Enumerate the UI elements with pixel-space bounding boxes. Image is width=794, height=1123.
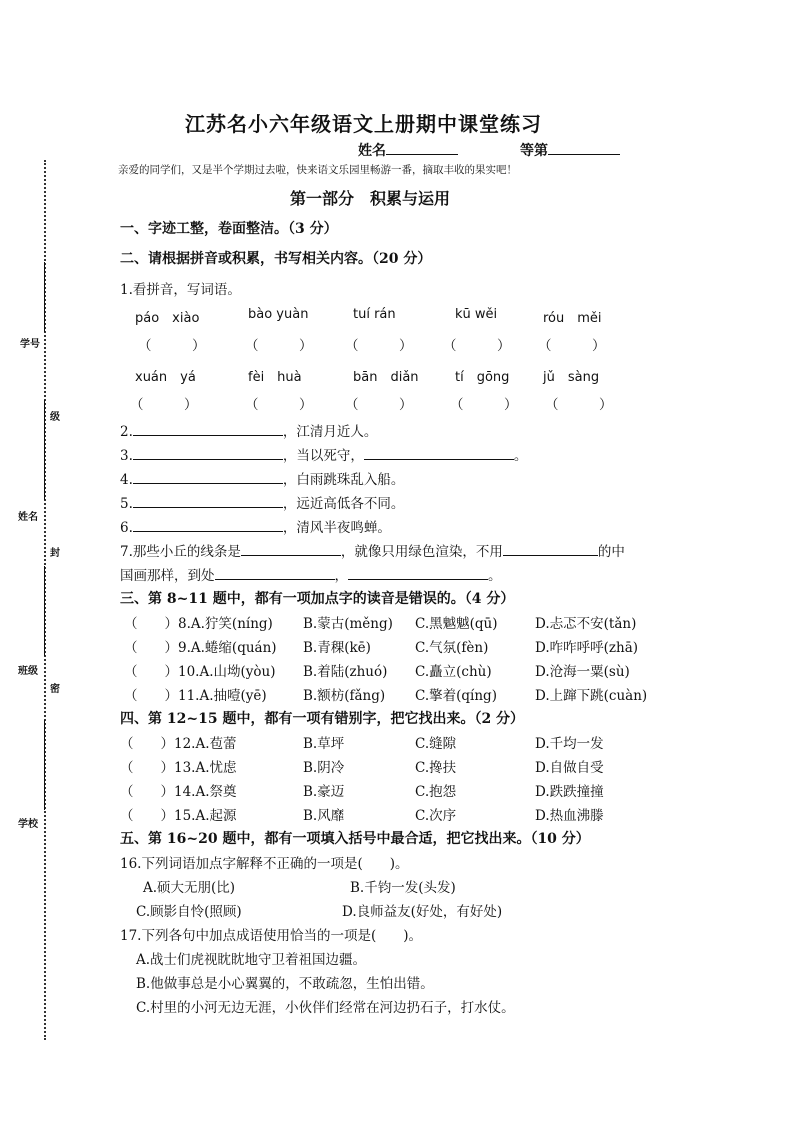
answer-box[interactable]: （ ） bbox=[345, 397, 413, 413]
q7-blank-4[interactable] bbox=[348, 567, 488, 580]
q12-option-d: D.千均一发 bbox=[535, 736, 604, 752]
name-blank[interactable] bbox=[386, 142, 458, 155]
q17-option-c: C.村里的小河无边无涯，小伙伴们经常在河边扔石子，打水仗。 bbox=[136, 1000, 515, 1016]
q16-option-c: C.顾影自怜(照顾) bbox=[136, 904, 242, 920]
q3-text: ，当以死守， bbox=[282, 448, 364, 464]
name-field[interactable] bbox=[358, 140, 458, 160]
q11-option-d: D.上蹿下跳(cuàn) bbox=[535, 688, 648, 704]
q3-line bbox=[120, 444, 527, 464]
q7-text-a: 7.那些小丘的线条是 bbox=[120, 544, 241, 560]
q2-line bbox=[120, 420, 377, 440]
q3-blank-2[interactable] bbox=[364, 447, 514, 460]
margin-xuexiao: 学校 bbox=[18, 819, 38, 830]
q15-option-c: C.次序 bbox=[415, 808, 457, 824]
q7-text-b: ，就像只用绿色渲染，不用 bbox=[340, 544, 503, 560]
pinyin-8: bān diǎn bbox=[353, 370, 419, 385]
q7-blank-3[interactable] bbox=[215, 567, 335, 580]
q8-option-b: B.蒙古(měng) bbox=[303, 616, 393, 632]
q7-line2 bbox=[120, 564, 502, 584]
q11-option-a: （ ）11.A.抽噎(yē) bbox=[124, 688, 267, 704]
q4-line bbox=[120, 468, 404, 488]
answer-box[interactable]: （ ） bbox=[450, 397, 518, 413]
grade-field[interactable] bbox=[520, 140, 620, 160]
answer-box[interactable]: （ ） bbox=[245, 338, 313, 354]
margin-xingming: 姓名 bbox=[18, 512, 38, 523]
q16-option-d: D.良师益友(好处，有好处) bbox=[342, 904, 503, 920]
xingming-line bbox=[44, 400, 45, 500]
xuehao-line bbox=[44, 262, 45, 332]
pinyin-10: jǔ sàng bbox=[543, 370, 600, 385]
q17-option-a: A.战士们虎视眈眈地守卫着祖国边疆。 bbox=[136, 952, 367, 968]
q5-text: ，远近高低各不同。 bbox=[282, 496, 405, 512]
q5-num: 5. bbox=[120, 496, 133, 512]
pinyin-5: róu měi bbox=[543, 311, 602, 326]
pinyin-7: fèi huà bbox=[248, 370, 302, 385]
page-title: 江苏名小六年级语文上册期中课堂练习 bbox=[185, 112, 542, 136]
q9-option-c: C.气氛(fèn) bbox=[415, 640, 489, 656]
q15-option-a: （ ）15.A.起源 bbox=[120, 808, 237, 824]
q6-num: 6. bbox=[120, 520, 133, 536]
answer-box[interactable]: （ ） bbox=[138, 338, 206, 354]
q3-blank[interactable] bbox=[133, 447, 283, 460]
q6-line bbox=[120, 516, 391, 536]
margin-mi: 密 bbox=[50, 684, 60, 695]
answer-box[interactable]: （ ） bbox=[538, 338, 606, 354]
q9-option-a: （ ）9.A.蜷缩(quán) bbox=[124, 640, 277, 656]
q12-option-b: B.草坪 bbox=[303, 736, 345, 752]
q10-option-a: （ ）10.A.山坳(yòu) bbox=[124, 664, 276, 680]
q12-option-c: C.缝隙 bbox=[415, 736, 457, 752]
q7-text-d: 国画那样，到处 bbox=[120, 568, 215, 584]
section1-heading: 一、字迹工整，卷面整洁。（3 分） bbox=[120, 221, 338, 237]
q13-option-b: B.阴冷 bbox=[303, 760, 345, 776]
q17-stem: 17.下列各句中加点成语使用恰当的一项是( )。 bbox=[120, 928, 423, 944]
q4-text: ，白雨跳珠乱入船。 bbox=[282, 472, 405, 488]
q2-num: 2. bbox=[120, 424, 133, 440]
q9-option-d: D.咋咋呼呼(zhā) bbox=[535, 640, 639, 656]
name-label: 姓名 bbox=[358, 143, 386, 159]
q4-num: 4. bbox=[120, 472, 133, 488]
margin-ji: 级 bbox=[50, 412, 60, 423]
q9-option-b: B.青稞(kē) bbox=[303, 640, 371, 656]
q7-blank-2[interactable] bbox=[503, 543, 598, 556]
margin-feng: 封 bbox=[50, 548, 60, 559]
q2-blank[interactable] bbox=[133, 423, 283, 436]
section3-heading: 三、第 8~11 题中，都有一项加点字的读音是错误的。（4 分） bbox=[120, 591, 515, 607]
grade-label: 等第 bbox=[520, 143, 548, 159]
pinyin-2: bào yuàn bbox=[248, 307, 309, 322]
section2-heading: 二、请根据拼音或积累，书写相关内容。（20 分） bbox=[120, 251, 432, 267]
xuexiao-line bbox=[44, 720, 45, 810]
q7-line1 bbox=[120, 540, 625, 560]
q15-option-d: D.热血沸滕 bbox=[535, 808, 604, 824]
q13-option-a: （ ）13.A.忧虑 bbox=[120, 760, 237, 776]
answer-box[interactable]: （ ） bbox=[545, 397, 613, 413]
q14-option-a: （ ）14.A.祭奠 bbox=[120, 784, 237, 800]
pinyin-3: tuí rán bbox=[353, 307, 396, 322]
q14-option-c: C.抱怨 bbox=[415, 784, 457, 800]
q10-option-c: C.矗立(chù) bbox=[415, 664, 492, 680]
pinyin-1: páo xiào bbox=[135, 311, 200, 326]
q14-option-d: D.跌跌撞撞 bbox=[535, 784, 604, 800]
section5-heading: 五、第 16~20 题中，都有一项填入括号中最合适，把它找出来。（10 分） bbox=[120, 831, 590, 847]
q5-blank[interactable] bbox=[133, 495, 283, 508]
banji-line bbox=[44, 566, 45, 656]
q3-end: 。 bbox=[513, 448, 528, 464]
margin-xuehao: 学号 bbox=[20, 339, 40, 350]
q10-option-b: B.着陆(zhuó) bbox=[303, 664, 388, 680]
q8-option-a: （ ）8.A.狞笑(níng) bbox=[124, 616, 273, 632]
q7-text-c: 的中 bbox=[597, 544, 625, 560]
greeting-note: 亲爱的同学们，又是半个学期过去啦，快来语文乐园里畅游一番，摘取丰收的果实吧！ bbox=[118, 164, 517, 176]
q15-option-b: B.风靡 bbox=[303, 808, 345, 824]
answer-box[interactable]: （ ） bbox=[443, 338, 511, 354]
q7-blank-1[interactable] bbox=[241, 543, 341, 556]
pinyin-4: kū wěi bbox=[455, 307, 498, 322]
answer-box[interactable]: （ ） bbox=[130, 397, 198, 413]
q3-num: 3. bbox=[120, 448, 133, 464]
pinyin-9: tí gōng bbox=[455, 370, 510, 385]
q11-option-c: C.擎着(qíng) bbox=[415, 688, 497, 704]
q2-text: ，江清月近人。 bbox=[282, 424, 378, 440]
q14-option-b: B.豪迈 bbox=[303, 784, 345, 800]
margin-banji: 班级 bbox=[18, 666, 38, 677]
q10-option-d: D.沧海一粟(sù) bbox=[535, 664, 630, 680]
grade-blank[interactable] bbox=[548, 142, 620, 155]
part1-heading: 第一部分 积累与运用 bbox=[290, 189, 451, 208]
q6-blank[interactable] bbox=[133, 519, 283, 532]
q7-text-e: ， bbox=[334, 568, 348, 584]
q12-option-a: （ ）12.A.苞蕾 bbox=[120, 736, 237, 752]
q5-line bbox=[120, 492, 404, 512]
q17-option-b: B.他做事总是小心翼翼的，不敢疏忽，生怕出错。 bbox=[136, 976, 434, 992]
q13-option-c: C.搀扶 bbox=[415, 760, 457, 776]
q16-option-a: A.硕大无朋(比) bbox=[143, 880, 236, 896]
section4-heading: 四、第 12~15 题中，都有一项有错别字，把它找出来。（2 分） bbox=[120, 711, 525, 727]
q8-option-d: D.忐忑不安(tǎn) bbox=[535, 616, 637, 632]
q7-end: 。 bbox=[488, 568, 502, 584]
q11-option-b: B.额枋(fǎng) bbox=[303, 688, 386, 704]
q8-option-c: C.黑魆魆(qū) bbox=[415, 616, 498, 632]
q16-option-b: B.千钧一发(头发) bbox=[350, 880, 456, 896]
q1-label: 1.看拼音，写词语。 bbox=[120, 282, 241, 298]
q6-text: ，清风半夜鸣蝉。 bbox=[282, 520, 391, 536]
q16-stem: 16.下列词语加点字解释不正确的一项是( )。 bbox=[120, 856, 409, 872]
pinyin-6: xuán yá bbox=[135, 370, 196, 385]
q13-option-d: D.自做自受 bbox=[535, 760, 604, 776]
q4-blank[interactable] bbox=[133, 471, 283, 484]
answer-box[interactable]: （ ） bbox=[245, 397, 313, 413]
answer-box[interactable]: （ ） bbox=[345, 338, 413, 354]
